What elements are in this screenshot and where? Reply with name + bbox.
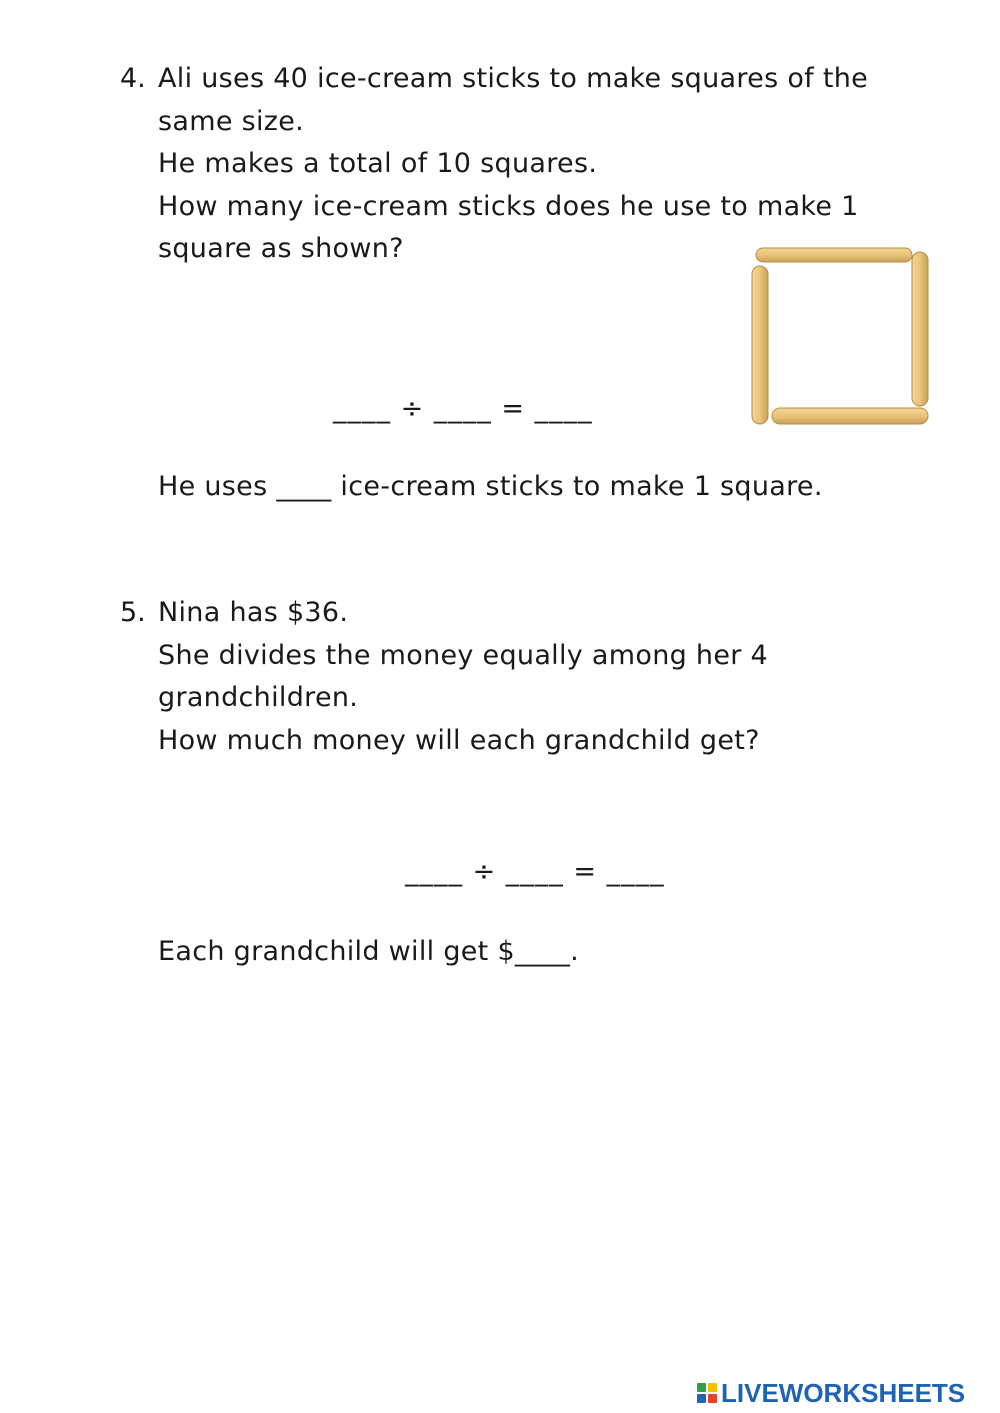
liveworksheets-logo xyxy=(697,1376,965,1410)
question-5-number: 5. xyxy=(120,597,146,628)
question-4-line-4: How many ice-cream sticks does he use to make 1 xyxy=(158,191,859,222)
liveworksheets-mark-icon xyxy=(697,1383,717,1403)
question-5-answer-sentence: Each grandchild will get $____. xyxy=(158,936,580,967)
liveworksheets-brand: LIVEWORKSHEETS xyxy=(721,1377,966,1408)
question-4-equation: ____ ÷ ____ = ____ xyxy=(333,393,593,424)
question-4-line-1: Ali uses 40 ice-cream sticks to make squares of the xyxy=(158,63,869,94)
logo-square-4 xyxy=(708,1394,717,1403)
question-5-line-2: She divides the money equally among her 4 xyxy=(158,640,769,671)
stick-left xyxy=(752,266,768,424)
logo-square-1 xyxy=(697,1383,706,1392)
question-4-number: 4. xyxy=(120,63,146,94)
question-5-line-1: Nina has $36. xyxy=(158,597,349,628)
stick-top xyxy=(756,248,912,262)
question-4-line-3: He makes a total of 10 squares. xyxy=(158,148,598,179)
stick-right xyxy=(912,252,928,406)
question-5-line-3: grandchildren. xyxy=(158,682,359,713)
question-4-line-5: square as shown? xyxy=(158,233,404,264)
ice-cream-stick-square-image xyxy=(748,244,934,430)
question-5-equation: ____ ÷ ____ = ____ xyxy=(405,856,665,887)
question-4-answer-sentence: He uses ____ ice-cream sticks to make 1 square. xyxy=(158,471,823,502)
question-4-line-2: same size. xyxy=(158,106,305,137)
question-5-line-4: How much money will each grandchild get? xyxy=(158,725,760,756)
logo-square-2 xyxy=(708,1383,717,1392)
stick-bottom xyxy=(772,408,928,424)
logo-square-3 xyxy=(697,1394,706,1403)
